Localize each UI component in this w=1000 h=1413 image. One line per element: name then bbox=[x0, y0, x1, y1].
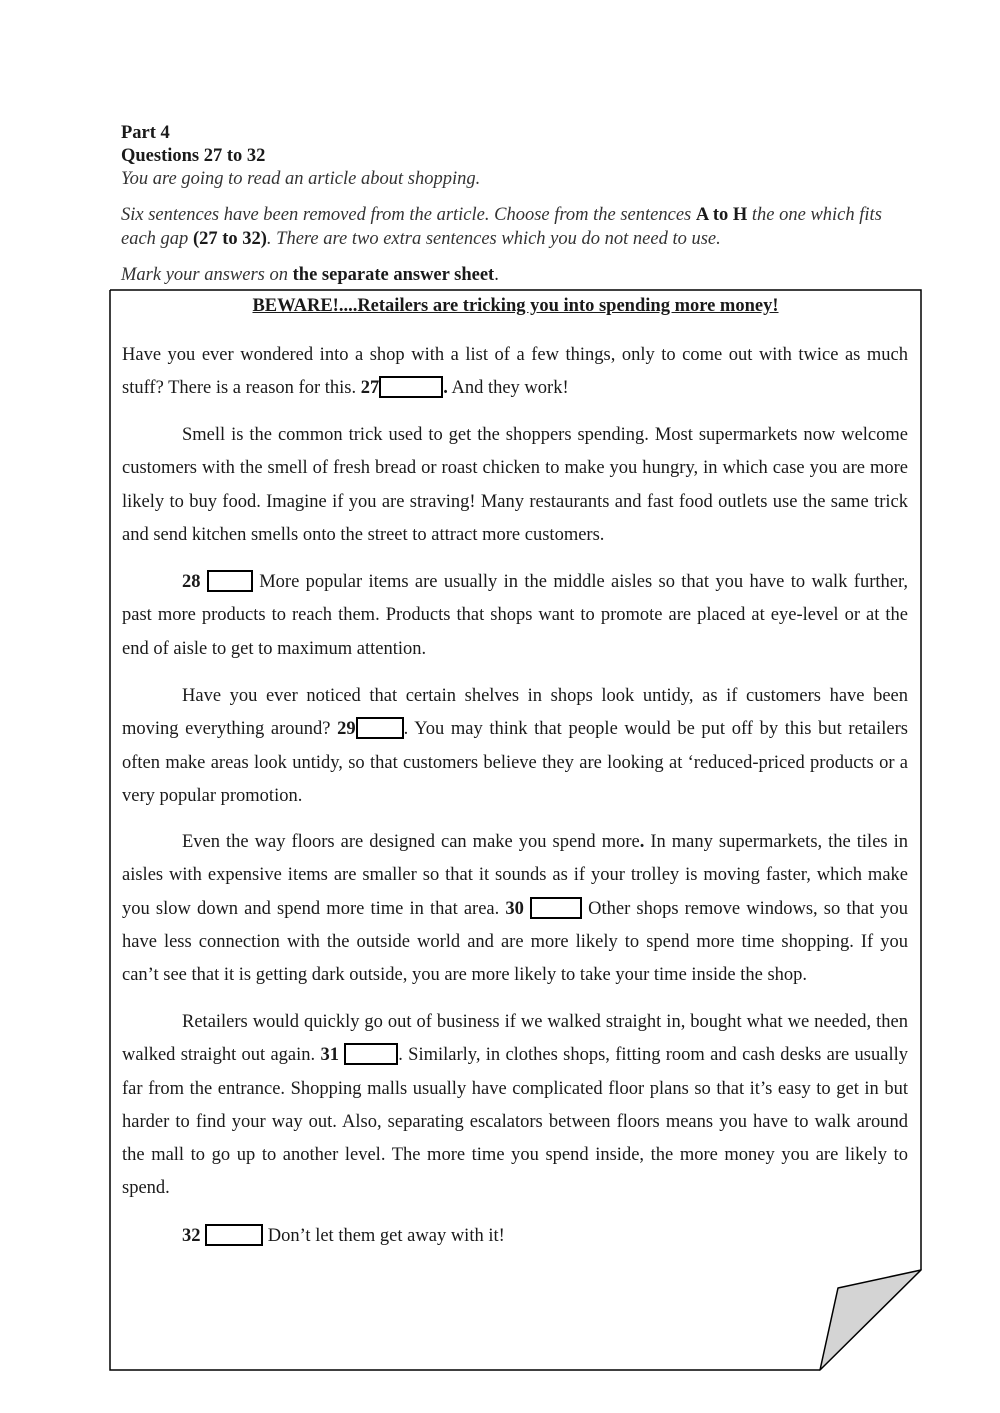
mark-text-c: . bbox=[494, 265, 499, 285]
gap-32-number: 32 bbox=[182, 1226, 201, 1246]
p1-dot: . bbox=[443, 378, 448, 399]
p1-text-b: And they work! bbox=[447, 378, 569, 399]
questions-heading: Questions 27 to 32 bbox=[121, 146, 266, 166]
mark-text-a: Mark your answers on bbox=[121, 265, 293, 285]
instr-text-c: the one which fits each gap bbox=[121, 205, 882, 249]
paragraph-7 bbox=[122, 1220, 908, 1253]
p5-text-a: Even the way floors are designed can make you spend more bbox=[182, 832, 640, 852]
p4-text-a: Have you ever noticed that certain shelves in shops look untidy, as if customers have been moving everything around? bbox=[122, 686, 908, 740]
instr-text-a: Six sentences have been removed from the article. Choose from the sentences bbox=[121, 205, 696, 225]
gap-28-box[interactable] bbox=[207, 570, 253, 592]
instr-text-e: . There are two extra sentences which you do not need to use. bbox=[266, 229, 721, 249]
p4-text-b: . You may think that people would be put off by this but retailers often make areas look untidy, so that customers believe they are looking at ‘reduced-priced products or a very popular promotion. bbox=[122, 719, 908, 806]
paragraph-6 bbox=[122, 1006, 908, 1206]
p6-text-b: . Similarly, in clothes shops, fitting room and cash desks are usually far from the entrance. Shopping malls usually have complicated floor plans so that it’s easy to get in but harder to find your way out. Also, separating escalators between floors means you have to walk around the mall to go up to another level. The more time you spend inside, the more money you are likely to spend. bbox=[122, 1045, 908, 1199]
p2-text: Smell is the common trick used to get the shoppers spending. Most supermarkets now welcome customers with the smell of fresh bread or roast chicken to make you hungry, in which case you are more likely to buy food. Imagine if you are straving! Many restaurants and fast food outlets use the same trick and send kitchen smells onto the street to attract more customers. bbox=[122, 425, 908, 545]
p5-text-c: Other shops remove windows, so that you have less connection with the outside world and are more likely to spend more time shopping. If you can’t see that it is getting dark outside, you are more likely to take your time inside the shop. bbox=[122, 898, 908, 986]
gap-29-number: 29 bbox=[337, 719, 356, 740]
gap-30-number: 30 bbox=[505, 898, 524, 919]
paragraph-3 bbox=[122, 566, 908, 666]
paragraph-5 bbox=[122, 826, 908, 992]
instr-gaps: (27 to 32) bbox=[192, 229, 267, 249]
gap-31-number: 31 bbox=[320, 1045, 339, 1066]
gap-29-box[interactable] bbox=[356, 717, 404, 739]
p1-text-a: Have you ever wondered into a shop with a list of a few things, only to come out with twice as much stuff? There is a reason for this. bbox=[122, 345, 908, 399]
gap-30-box[interactable] bbox=[530, 897, 582, 919]
p5-text-b: In many supermarkets, the tiles in aisles with expensive items are smaller so that it sounds as if your trolley is moving faster, which make you slow down and spend more time in that area. bbox=[122, 832, 908, 919]
gap-27-number: 27 bbox=[360, 378, 380, 399]
gap-28-number: 28 bbox=[182, 572, 201, 592]
p6-text-a: Retailers would quickly go out of business if we walked straight in, bought what we needed, then walked straight out again. bbox=[122, 1012, 908, 1066]
paragraph-1 bbox=[122, 339, 908, 406]
page-curl bbox=[820, 1270, 921, 1370]
gap-32-box[interactable] bbox=[205, 1224, 263, 1246]
part-heading: Part 4 bbox=[121, 123, 170, 143]
gap-27-box[interactable] bbox=[379, 376, 443, 398]
p7-text: Don’t let them get away with it! bbox=[263, 1226, 505, 1246]
gap-31-box[interactable] bbox=[344, 1043, 398, 1065]
p3-text: More popular items are usually in the middle aisles so that you have to walk further, past more products to reach them. Products that shops want to promote are placed at eye-level or at the end of aisle to get to maximum attention. bbox=[122, 572, 909, 659]
instr-range: A to H bbox=[695, 205, 748, 225]
paragraph-2 bbox=[122, 419, 908, 552]
article-title: BEWARE!....Retailers are tricking you into spending more money! bbox=[252, 296, 779, 316]
answer-sheet: the separate answer sheet bbox=[292, 265, 495, 285]
paragraph-4 bbox=[122, 680, 908, 813]
intro-text: You are going to read an article about shopping. bbox=[121, 169, 481, 189]
p5-dot: . bbox=[639, 832, 645, 852]
